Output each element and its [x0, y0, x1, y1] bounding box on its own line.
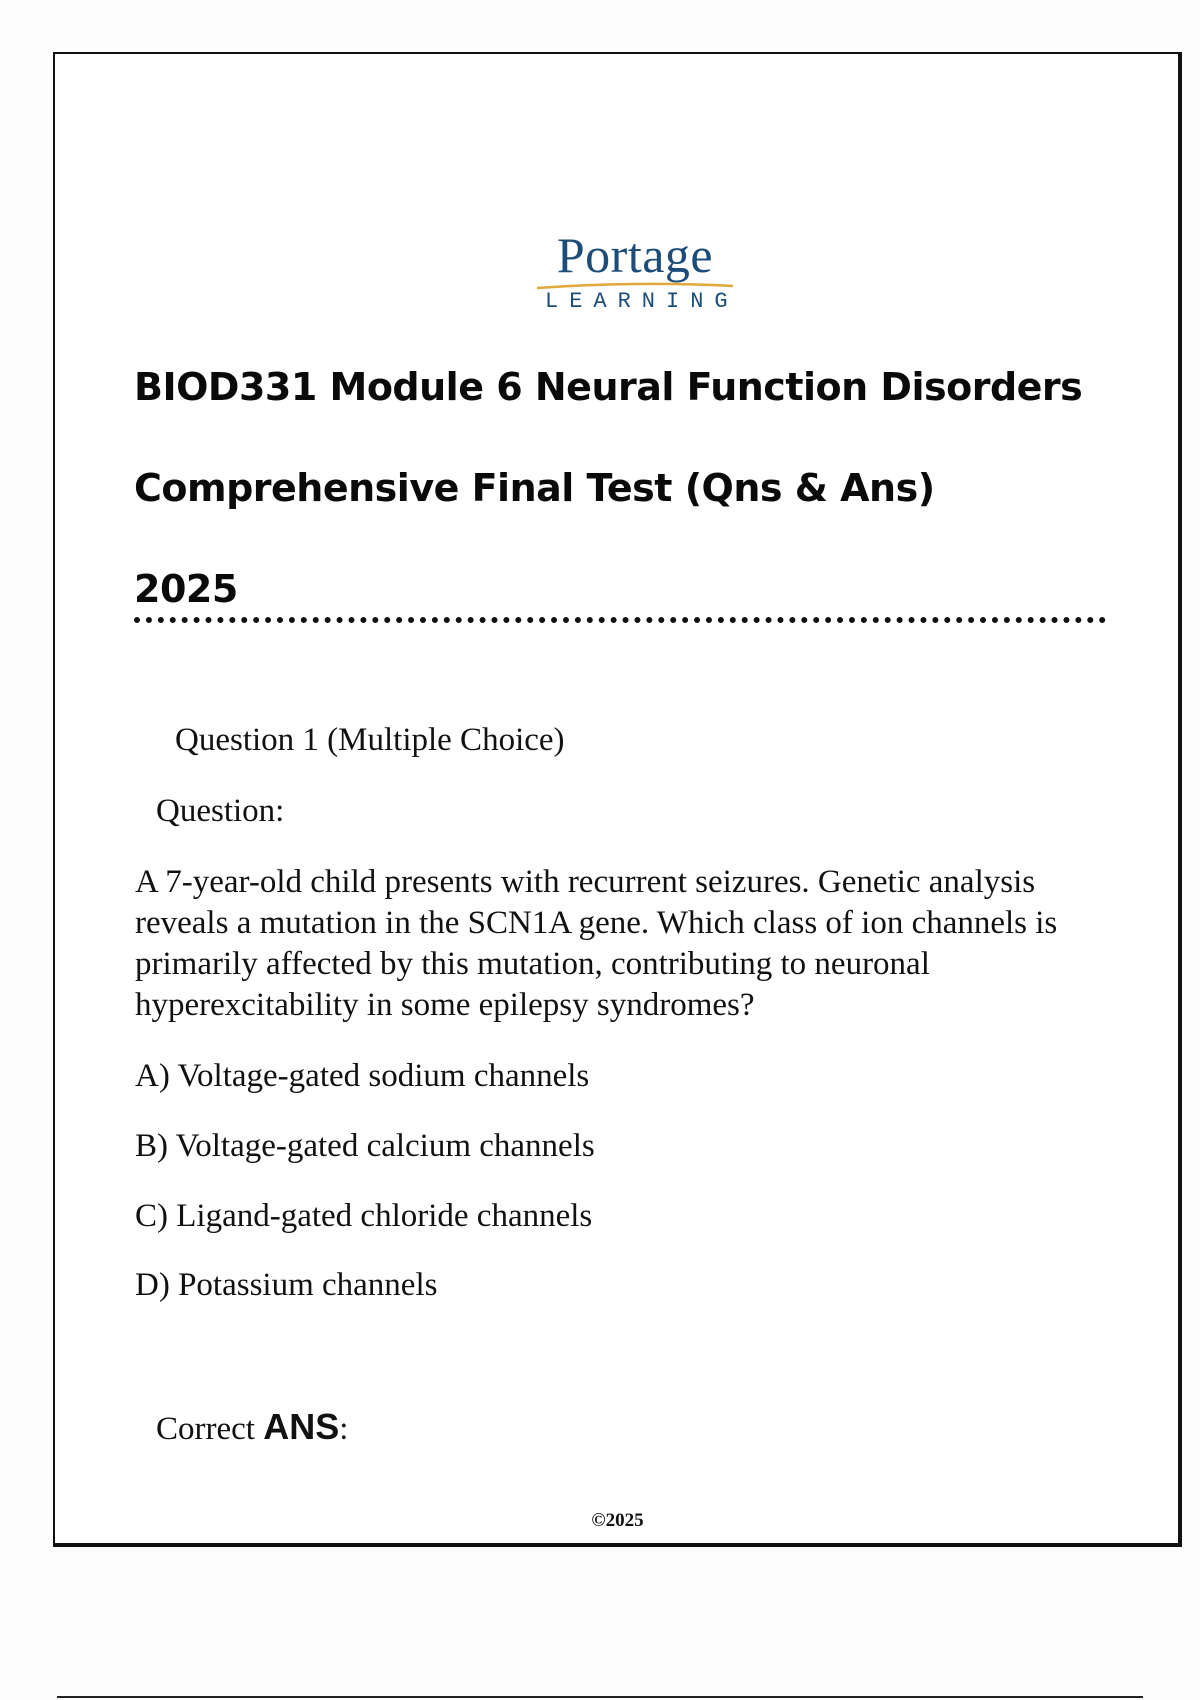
dotted-divider	[134, 617, 1106, 623]
correct-answer-line	[156, 1406, 348, 1448]
document-title-line-2: Comprehensive Final Test (Qns & Ans)	[134, 466, 935, 510]
option-c: C) Ligand-gated chloride channels	[135, 1198, 593, 1234]
bottom-rule	[57, 1696, 1143, 1698]
document-title-year: 2025	[134, 567, 238, 611]
answer-suffix: :	[339, 1411, 349, 1447]
question-label: Question:	[156, 793, 285, 829]
question-heading: Question 1 (Multiple Choice)	[175, 722, 565, 758]
logo-subtitle: LEARNING	[545, 289, 739, 314]
question-text: A 7-year-old child presents with recurrent seizures. Genetic analysis reveals a mutation in the SCN1A gene. Which class of ion channels is primarily affected by this mutation, contributing to neuronal hyperexcitability in some epilepsy syndromes?	[135, 864, 1058, 1023]
option-b: B) Voltage-gated calcium channels	[135, 1128, 595, 1164]
document-title-line-1: BIOD331 Module 6 Neural Function Disorders	[134, 365, 1083, 409]
portage-learning-logo	[535, 227, 739, 318]
option-a: A) Voltage-gated sodium channels	[135, 1058, 590, 1094]
logo-wordmark: Portage	[556, 227, 714, 283]
answer-label: ANS	[263, 1406, 340, 1447]
copyright-notice: ©2025	[591, 1510, 644, 1531]
answer-prefix: Correct	[156, 1411, 264, 1447]
option-d: D) Potassium channels	[135, 1267, 438, 1303]
